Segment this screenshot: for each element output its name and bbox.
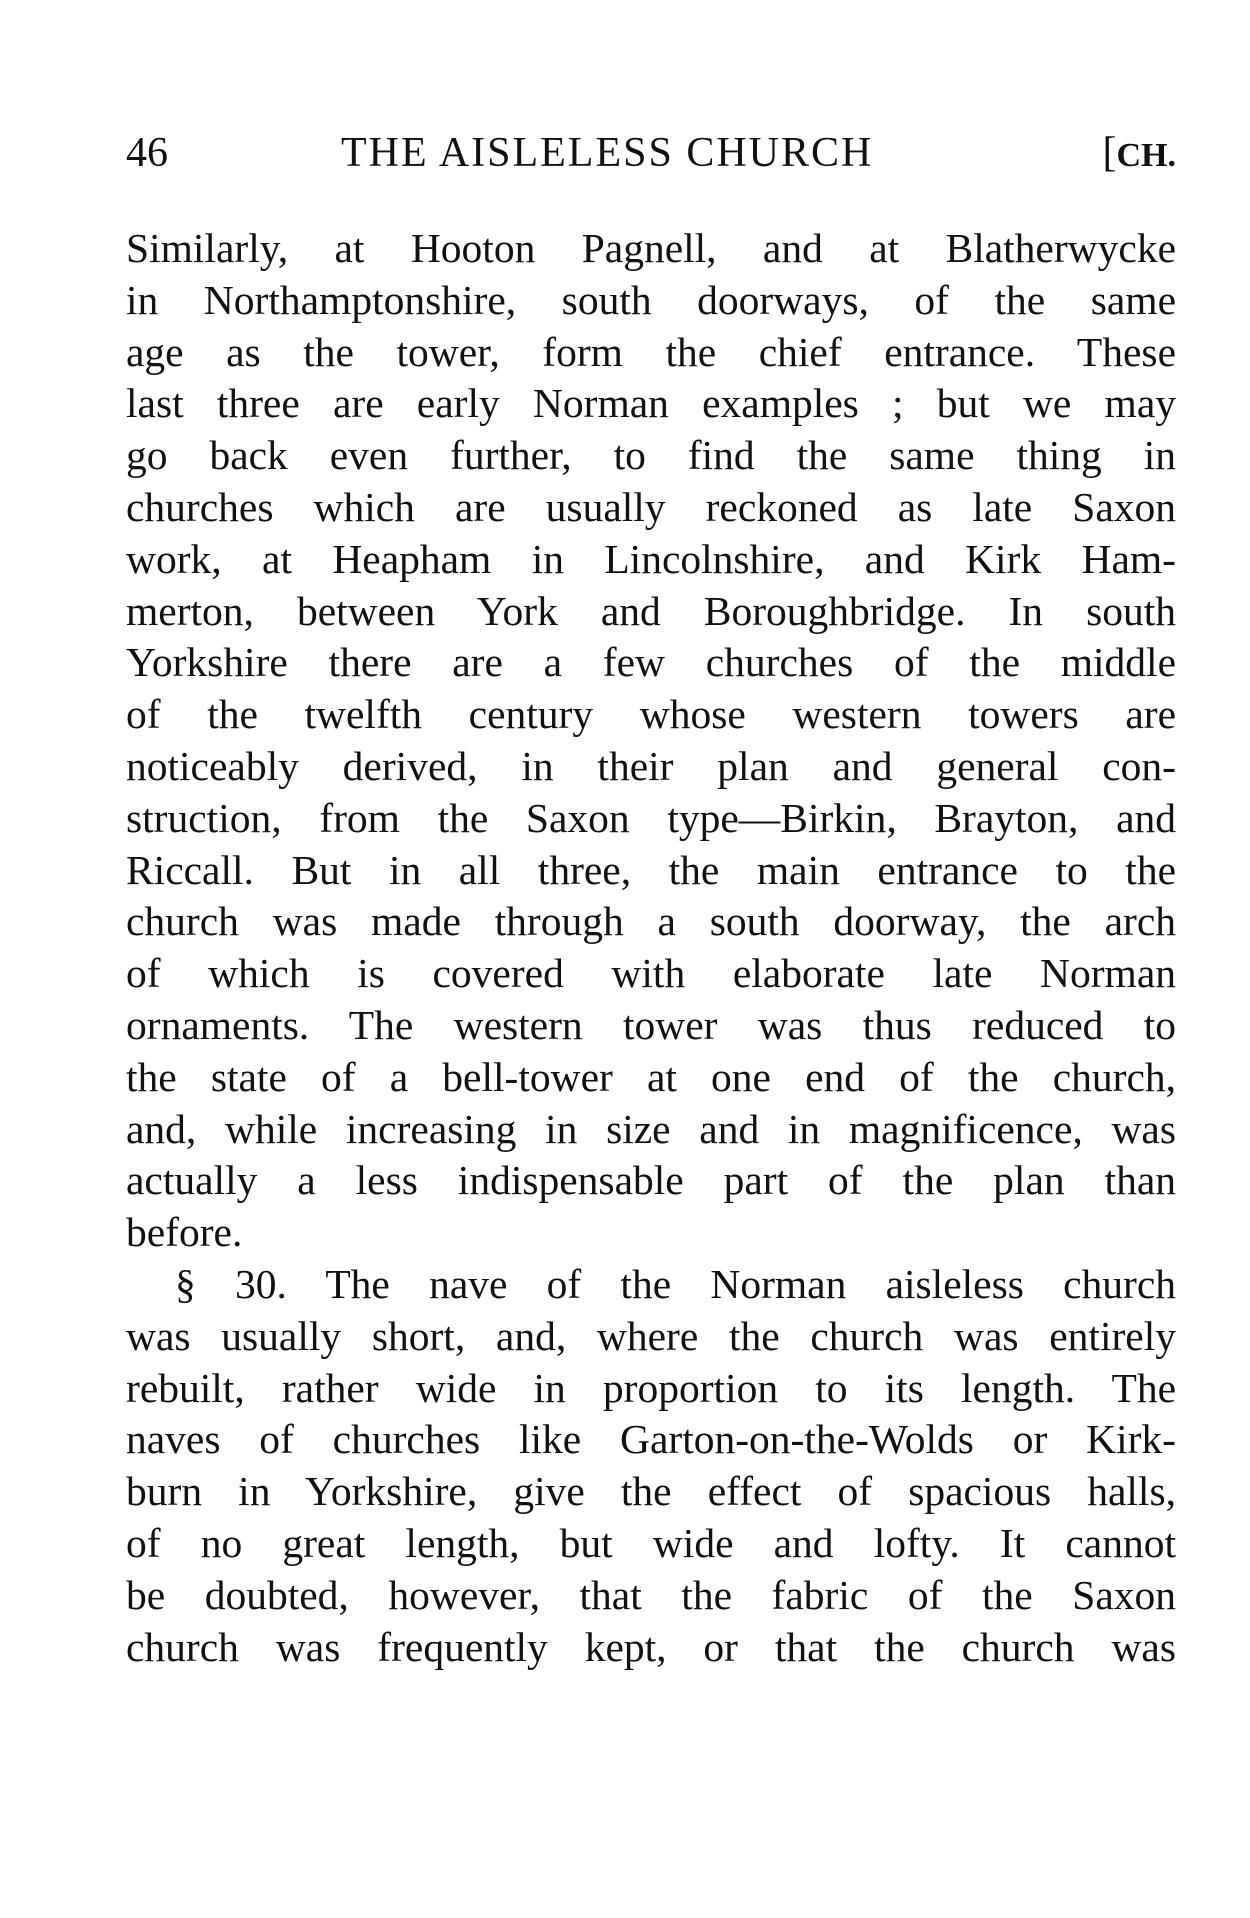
text-line: burn in Yorkshire, give the effect of spacious halls,: [126, 1468, 1176, 1515]
text-line: churches which are usually reckoned as late Saxon: [126, 483, 1176, 530]
text-line: of no great length, but wide and lofty. It cannot: [126, 1519, 1176, 1566]
text-line: church was frequently kept, or that the church was: [126, 1623, 1176, 1670]
running-title: THE AISLELESS CHURCH: [341, 130, 874, 176]
text-line: struction, from the Saxon type—Birkin, Brayton, and: [126, 794, 1176, 841]
text-line: of which is covered with elaborate late Norman: [126, 950, 1176, 997]
chapter-bracket: [: [1102, 130, 1117, 176]
text-line: noticeably derived, in their plan and general con-: [126, 742, 1176, 789]
paragraph-end-line: before.: [126, 1209, 243, 1256]
body-text: [126, 223, 1176, 1673]
section-30-first-line: § 30. The nave of the Norman aisleless church: [175, 1260, 1176, 1307]
text-line: merton, between York and Boroughbridge. In south: [126, 587, 1176, 634]
text-line: actually a less indispensable part of the plan than: [126, 1157, 1176, 1204]
text-line: the state of a bell-tower at one end of the church,: [126, 1053, 1176, 1100]
text-line: naves of churches like Garton-on-the-Wolds or Kirk-: [126, 1416, 1176, 1463]
text-line: rebuilt, rather wide in proportion to its length. The: [126, 1364, 1176, 1411]
text-line: of the twelfth century whose western towers are: [126, 691, 1176, 738]
text-line: go back even further, to find the same thing in: [126, 432, 1176, 479]
text-line: Riccall. But in all three, the main entrance to the: [126, 846, 1176, 893]
text-line: last three are early Norman examples ; but we may: [126, 380, 1176, 427]
chapter-abbreviation: [1103, 128, 1177, 181]
page-number: 46: [126, 130, 168, 176]
text-line: ornaments. The western tower was thus reduced to: [126, 1001, 1176, 1048]
text-line: in Northamptonshire, south doorways, of the same: [126, 276, 1176, 323]
text-line: be doubted, however, that the fabric of the Saxon: [126, 1571, 1176, 1618]
text-line: Yorkshire there are a few churches of the middle: [126, 639, 1176, 686]
text-line: Similarly, at Hooton Pagnell, and at Blatherwycke: [126, 225, 1176, 271]
chapter-abbr-text: CH.: [1116, 137, 1176, 174]
text-line: was usually short, and, where the church was entirely: [126, 1312, 1176, 1359]
text-line: work, at Heapham in Lincolnshire, and Kirk Ham-: [126, 535, 1176, 582]
running-head: [126, 128, 1176, 178]
text-line: church was made through a south doorway, the arch: [126, 898, 1176, 945]
text-line: age as the tower, form the chief entrance. These: [126, 328, 1176, 375]
text-line: and, while increasing in size and in magnificence, was: [126, 1105, 1176, 1152]
